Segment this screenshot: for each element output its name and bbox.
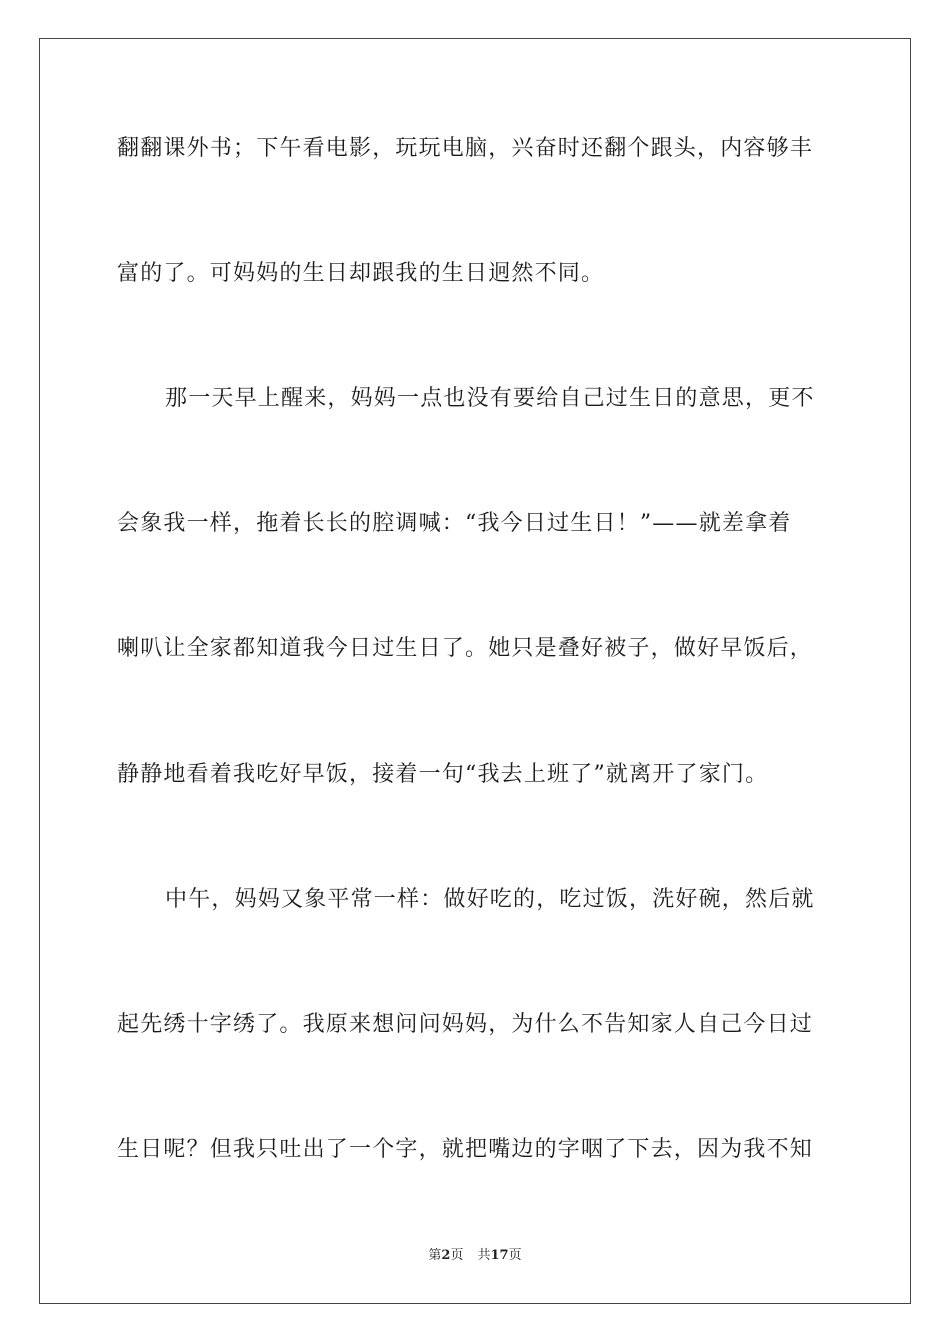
text-line-9: 生日呢？但我只吐出了一个字，就把嘴边的字咽了下去，因为我不知	[117, 1137, 814, 1162]
footer-page-number: 2	[441, 1248, 451, 1263]
footer-total-pages: 17	[490, 1248, 509, 1263]
text-line-6: 静静地看着我吃好早饭，接着一句“我去上班了”就离开了家门。	[117, 762, 769, 787]
text-line-8: 起先绣十字绣了。我原来想问问妈妈，为什么不告知家人自己今日过	[117, 1012, 814, 1037]
footer-page-suffix: 页	[450, 1248, 464, 1263]
footer-prefix: 第	[428, 1248, 442, 1263]
page-border	[39, 38, 911, 1304]
text-line-3: 那一天早上醒来，妈妈一点也没有要给自己过生日的意思，更不	[165, 386, 815, 411]
text-line-2: 富的了。可妈妈的生日却跟我的生日迥然不同。	[117, 261, 605, 286]
text-line-4: 会象我一样，拖着长长的腔调喊：“我今日过生日！”——就差拿着	[117, 511, 792, 536]
page-footer	[0, 1247, 950, 1265]
text-line-1: 翻翻课外书；下午看电影，玩玩电脑，兴奋时还翻个跟头，内容够丰	[117, 136, 814, 161]
text-line-5: 喇叭让全家都知道我今日过生日了。她只是叠好被子，做好早饭后，	[117, 636, 814, 661]
footer-total-suffix: 页	[508, 1248, 522, 1263]
footer-total-prefix: 共	[477, 1248, 491, 1263]
text-line-7: 中午，妈妈又象平常一样：做好吃的，吃过饭，洗好碗，然后就	[165, 887, 815, 912]
